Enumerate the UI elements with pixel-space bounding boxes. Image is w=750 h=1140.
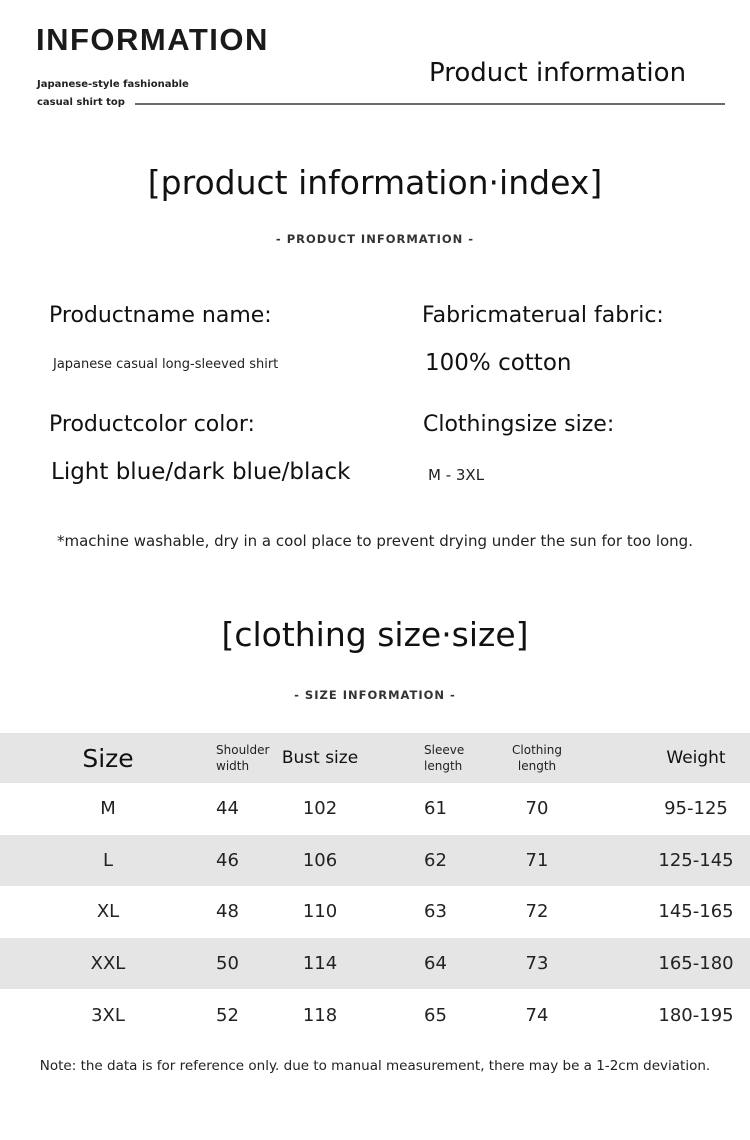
- cell-size: XXL: [90, 953, 126, 975]
- header-weight: Weight: [666, 748, 726, 768]
- cell-length: 70: [525, 798, 549, 820]
- brand-subtitle-line1: Japanese-style fashionable: [37, 79, 189, 90]
- header-size: Size: [82, 743, 134, 773]
- cell-bust: 118: [302, 1004, 338, 1026]
- header-bust-size: Bust size: [281, 748, 359, 768]
- cell-sleeve: 63: [424, 901, 447, 923]
- clothing-size-value: M - 3XL: [428, 466, 485, 484]
- cell-size: M: [100, 798, 116, 820]
- size-section-title: [clothing size·size]: [221, 615, 529, 654]
- care-note: *machine washable, dry in a cool place to prevent drying under the sun for too long.: [57, 532, 693, 550]
- table-row: 3XL 52 118 65 74 180-195: [0, 989, 750, 1041]
- table-row: L 46 106 62 71 125-145: [0, 835, 750, 887]
- header-divider: [135, 103, 725, 105]
- cell-length: 73: [525, 953, 549, 975]
- brand-title: INFORMATION: [36, 22, 269, 57]
- clothing-size-label: Clothingsize size:: [423, 412, 615, 437]
- fabric-value: 100% cotton: [425, 350, 572, 376]
- table-row: M 44 102 61 70 95-125: [0, 783, 750, 835]
- cell-bust: 110: [302, 901, 338, 923]
- size-table: [0, 733, 750, 1041]
- cell-sleeve: 62: [424, 849, 447, 871]
- header-product-information: Product information: [429, 58, 687, 88]
- table-row: XXL 50 114 64 73 165-180: [0, 938, 750, 990]
- cell-size: L: [102, 849, 114, 871]
- cell-length: 71: [525, 849, 549, 871]
- product-color-value: Light blue/dark blue/black: [51, 459, 351, 485]
- product-section-title: [product information·index]: [147, 163, 603, 202]
- cell-weight: 95-125: [664, 798, 728, 820]
- product-section-subtitle: - PRODUCT INFORMATION -: [275, 232, 475, 246]
- table-row: XL 48 110 63 72 145-165: [0, 886, 750, 938]
- product-name-value: Japanese casual long-sleeved shirt: [53, 357, 279, 372]
- cell-length: 74: [525, 1004, 549, 1026]
- cell-bust: 102: [302, 798, 338, 820]
- product-color-label: Productcolor color:: [49, 412, 255, 437]
- cell-bust: 114: [302, 953, 338, 975]
- header-length-line2: length: [517, 759, 557, 773]
- cell-length: 72: [525, 901, 549, 923]
- cell-weight: 180-195: [658, 1004, 734, 1026]
- cell-bust: 106: [302, 849, 338, 871]
- cell-size: XL: [96, 901, 120, 923]
- size-table-header-row: Size Shoulder width Bust size Sleeve length Clothing length Weight: [0, 733, 750, 783]
- cell-sleeve: 61: [424, 798, 447, 820]
- cell-sleeve: 64: [424, 953, 447, 975]
- cell-size: 3XL: [91, 1004, 125, 1026]
- header-sleeve-length: Sleeve length: [424, 743, 465, 773]
- product-name-label: Productname name:: [49, 303, 272, 328]
- header-length-line1: Clothing: [512, 743, 562, 757]
- header-clothing-length: [434, 733, 640, 783]
- brand-subtitle: [37, 76, 207, 112]
- brand-subtitle-line2: casual shirt top: [37, 97, 125, 108]
- fabric-label: Fabricmaterual fabric:: [422, 303, 664, 328]
- cell-weight: 145-165: [658, 901, 734, 923]
- cell-weight: 165-180: [658, 953, 734, 975]
- measurement-footnote: Note: the data is for reference only. due to manual measurement, there may be a 1-2cm deviation.: [39, 1058, 711, 1074]
- size-section-subtitle: - SIZE INFORMATION -: [294, 688, 456, 702]
- cell-sleeve: 65: [424, 1004, 447, 1026]
- cell-weight: 125-145: [658, 849, 734, 871]
